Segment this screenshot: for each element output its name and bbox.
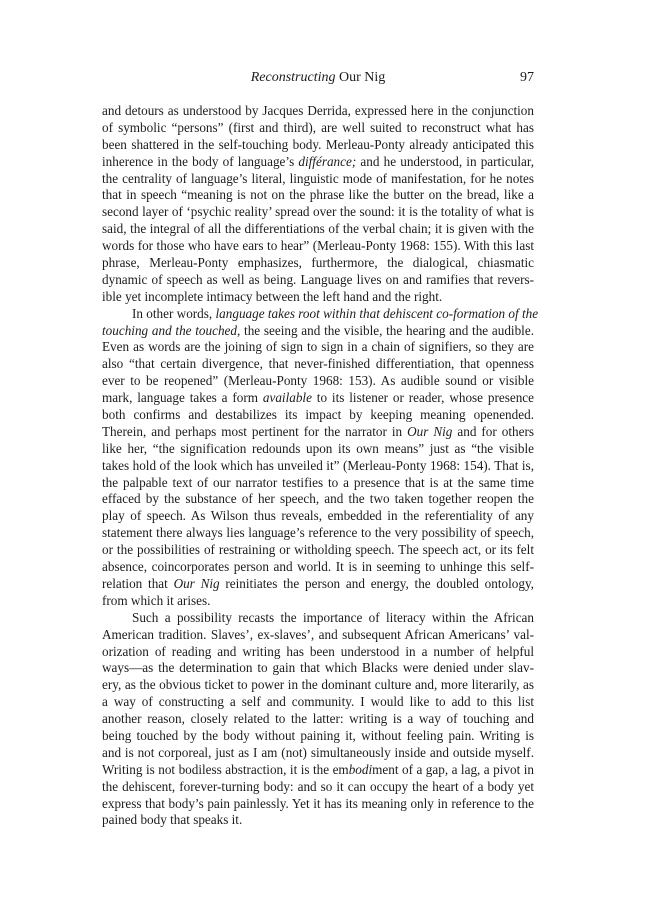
text-run: and detours as understood by Jacques Derrida, expressed here in the conjunction	[102, 103, 534, 118]
text-line	[102, 305, 539, 323]
text-line	[102, 728, 534, 745]
text-run: a way of constructing a self and community. I would like to add to this list	[102, 694, 534, 710]
running-head	[102, 68, 534, 88]
text-line	[102, 171, 534, 188]
text-run: of symbolic “persons” (first and third), are well suited to reconstruct what has	[102, 119, 534, 135]
text-line	[102, 323, 534, 340]
text-line	[102, 339, 534, 356]
text-run: said, the integral of all the differentiations of the verbal chain; it is given with the	[102, 221, 534, 237]
text-line	[102, 508, 534, 525]
text-run: both confirms and destabilizes its impact by keeping meaning openended.	[102, 407, 534, 423]
text-run: being touched by the body without paining it, without feeling pain. Writing is	[102, 727, 534, 743]
text-line	[102, 238, 534, 255]
running-head-title-italic: Reconstructing	[250, 70, 336, 85]
body-text	[102, 103, 539, 829]
italic-text-run: Our Nig	[407, 423, 453, 439]
text-line	[102, 779, 534, 796]
text-line	[102, 694, 534, 711]
text-line	[102, 576, 534, 593]
text-run: and is not corporeal, just as I am (not) simultaneously inside and outside myself.	[102, 744, 534, 760]
text-run: effaced by the substance of her speech, and the two taken together reopen the	[102, 491, 534, 507]
text-line	[102, 221, 534, 238]
text-run: Therein, and perhaps most pertinent for the narrator in	[102, 423, 408, 439]
text-line	[102, 154, 534, 171]
text-run: takes hold of the look which has unveiled it” (Merleau-Ponty 1968: 154). That is,	[102, 457, 534, 473]
text-line	[102, 475, 534, 492]
text-run: reinitiates the person and energy, the doubled ontology,	[219, 575, 534, 591]
text-run: ways—as the determination to gain that which Blacks were denied under slav-	[102, 660, 534, 676]
page-number: 97	[520, 70, 534, 85]
text-run: second layer of ‘psychic reality’ spread over the sound: it is the totality of what is	[102, 204, 534, 220]
italic-text-run: touching and the touched,	[102, 322, 241, 338]
text-run: been shattered in the self-touching body. Merleau-Ponty already anticipated this	[102, 136, 534, 152]
text-line	[102, 137, 534, 154]
text-line	[102, 390, 534, 407]
text-line	[102, 272, 534, 289]
text-run: orization of reading and writing has been understood in a number of helpful	[102, 643, 534, 659]
text-run: pained body that speaks it.	[102, 812, 243, 828]
text-run: mark, language takes a form	[102, 390, 263, 406]
italic-text-run: available	[262, 390, 312, 406]
text-line	[102, 120, 534, 137]
text-run: the palpable text of our narrator testifies to a presence that is at the same time	[102, 474, 534, 490]
text-line	[102, 204, 534, 221]
text-run: also “that certain divergence, that never-finished differentiation, that openness	[102, 356, 534, 372]
italic-text-run: différance;	[298, 153, 357, 169]
text-run: inherence in the body of language’s	[102, 153, 299, 169]
text-run: the centrality of language’s literal, linguistic mode of manifestation, for he notes	[102, 170, 534, 186]
running-head-title	[102, 68, 534, 88]
text-run: Even as words are the joining of sign to sign in a chain of signifiers, so they are	[102, 339, 534, 355]
text-line	[102, 255, 534, 272]
text-line	[102, 289, 534, 306]
text-run: absence, coincorporates person and world. It is in seeming to unhinge this self-	[102, 559, 534, 575]
text-line	[102, 762, 534, 779]
text-run: the dehiscent, forever-turning body: and so it can occupy the heart of a body yet	[102, 778, 534, 794]
text-run: ery, as the obvious ticket to power in the dominant culture and, more literarily, as	[102, 677, 534, 693]
text-run: or the possibilities of restraining or witholding speech. The speech act, or its felt	[102, 542, 534, 558]
italic-text-run: language takes root within that dehiscent co-formation of the	[215, 305, 539, 321]
text-line	[102, 745, 534, 762]
text-run: relation that	[102, 575, 174, 591]
text-run: to its listener or reader, whose presence	[311, 390, 535, 406]
italic-text-run: Our Nig	[173, 575, 220, 591]
text-line	[102, 373, 534, 390]
text-line	[102, 610, 534, 627]
text-line	[102, 356, 534, 373]
text-run: another reason, closely related to the latter: writing is a way of touching and	[102, 711, 534, 727]
text-line	[102, 660, 534, 677]
text-run: and he understood, in particular,	[356, 153, 535, 169]
text-run: that in speech “meaning is not on the phrase like the butter on the bread, like a	[102, 187, 534, 203]
text-line	[102, 103, 534, 120]
text-run: from which it arises.	[102, 592, 211, 608]
text-run: like her, “the signification redounds upon its own means” just as “the visible	[102, 440, 534, 456]
text-run: dynamic of speech as well as being. Language lives on and ramifies that revers-	[102, 271, 534, 287]
text-line	[102, 424, 534, 441]
text-line	[102, 677, 534, 694]
text-line	[102, 458, 534, 475]
text-line	[102, 627, 534, 644]
text-run: play of speech. As Wilson thus reveals, embedded in the referentiality of any	[102, 508, 534, 524]
text-line	[102, 644, 534, 661]
running-head-title-rest: Our Nig	[338, 70, 386, 85]
text-run: In other words,	[132, 305, 216, 321]
text-run: American tradition. Slaves’, ex-slaves’, and subsequent African Americans’ val-	[102, 626, 534, 642]
text-run: Such a possibility recasts the importance of literacy within the African	[132, 609, 534, 625]
text-line	[102, 491, 534, 508]
text-run: statement there always lies language’s reference to the very possibility of speech,	[102, 525, 534, 541]
text-line	[102, 441, 534, 458]
text-run: phrase, Merleau-Ponty emphasizes, furthermore, the dialogical, chiasmatic	[102, 255, 534, 271]
text-run: ment of a gap, a lag, a pivot in	[372, 761, 534, 777]
text-run: express that body’s pain painlessly. Yet it has its meaning only in reference to the	[102, 795, 534, 811]
text-run: ever to be reopened” (Merleau-Ponty 1968: 153). As audible sound or visible	[102, 373, 534, 389]
text-run: and for others	[452, 423, 534, 439]
text-line	[102, 711, 534, 728]
text-line	[102, 796, 534, 813]
text-line	[102, 187, 534, 204]
text-line	[102, 407, 534, 424]
text-run: words for those who have ears to hear” (Merleau-Ponty 1968: 155). With this last	[102, 238, 534, 254]
text-run: Writing is not bodiless abstraction, it is the em	[102, 761, 349, 777]
text-line	[102, 593, 534, 610]
text-line	[102, 559, 534, 576]
text-run: the seeing and the visible, the hearing and the audible.	[240, 322, 534, 338]
text-line	[102, 542, 534, 559]
italic-text-run: bodi	[348, 761, 373, 777]
text-run: ible yet incomplete intimacy between the left hand and the right.	[102, 288, 443, 304]
text-line	[102, 525, 534, 542]
text-line	[102, 812, 534, 829]
